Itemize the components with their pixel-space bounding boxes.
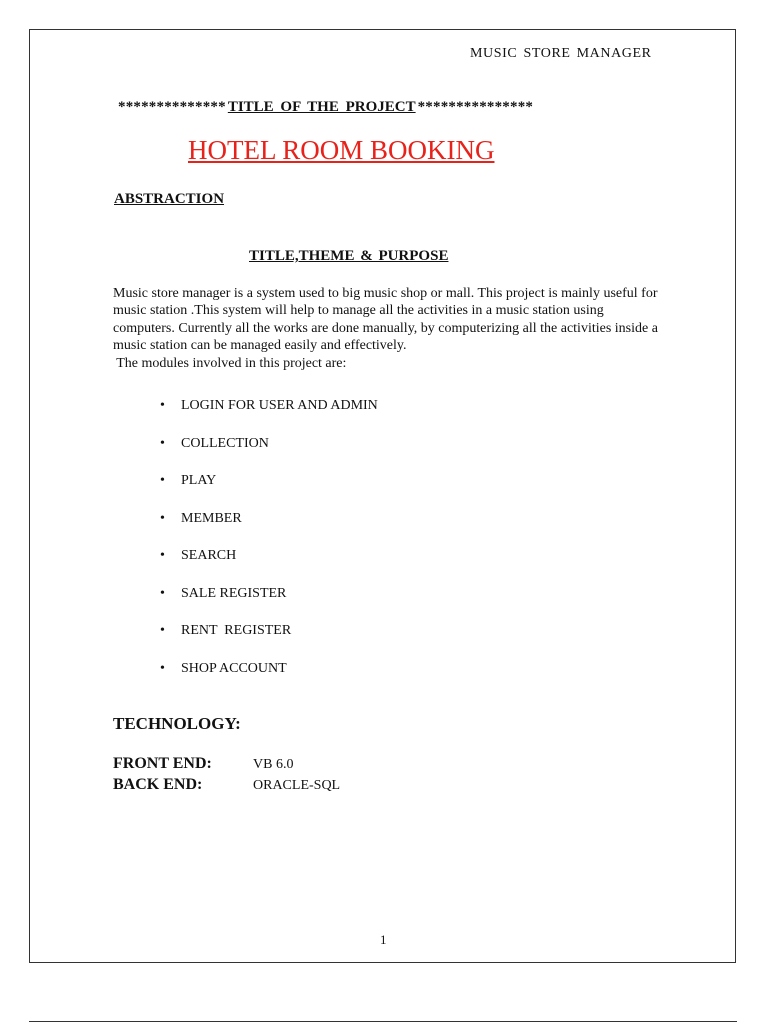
intro-text <box>113 285 658 372</box>
title-theme-purpose-heading: TITLE,THEME & PURPOSE <box>249 248 449 264</box>
page-number: 1 <box>380 932 387 947</box>
module-label: PLAY <box>181 473 217 488</box>
bullet-icon: • <box>160 548 165 563</box>
bullet-icon: • <box>160 585 165 601</box>
module-label: RENT REGISTER <box>181 623 292 638</box>
page-border <box>29 29 736 963</box>
abstraction-heading: ABSTRACTION <box>114 191 225 207</box>
bullet-icon: • <box>160 435 165 451</box>
bullet-icon: • <box>160 473 165 488</box>
front-end-label: FRONT END: <box>113 755 212 772</box>
list-item <box>160 548 378 586</box>
back-end-label: BACK END: <box>113 776 203 793</box>
bullet-icon: • <box>160 660 165 676</box>
running-header: MUSIC STORE MANAGER <box>470 46 652 61</box>
module-list <box>160 398 378 698</box>
bullet-icon: • <box>160 398 165 413</box>
list-item <box>160 511 378 549</box>
technology-heading: TECHNOLOGY: <box>113 714 241 733</box>
front-end-value: VB 6.0 <box>253 757 294 772</box>
module-label: SHOP ACCOUNT <box>181 660 287 676</box>
main-title: HOTEL ROOM BOOKING <box>188 135 495 165</box>
module-label: SEARCH <box>181 548 237 563</box>
intro-paragraph: Music store manager is a system used to big music shop or mall. This project is mainly useful for music station .This system will help to manage all the activities in a music station using computers. Currently all the works are done manually, by computerizing all the activities inside a music station can be managed easily and effectively. <box>113 286 658 354</box>
back-end-value: ORACLE-SQL <box>253 778 341 793</box>
module-label: SALE REGISTER <box>181 585 287 601</box>
module-label: LOGIN FOR USER AND ADMIN <box>181 398 378 413</box>
front-end-row <box>113 755 293 773</box>
module-label: COLLECTION <box>181 435 269 451</box>
list-item <box>160 398 378 436</box>
list-item <box>160 586 378 624</box>
list-item <box>160 623 378 661</box>
list-item <box>160 436 378 474</box>
module-label: MEMBER <box>181 510 242 526</box>
stars-right: *************** <box>417 99 534 115</box>
bullet-icon: • <box>160 623 165 638</box>
stars-left: ************** <box>118 99 226 115</box>
project-title-line <box>118 99 533 116</box>
back-end-row <box>113 776 340 794</box>
list-item <box>160 661 378 699</box>
bullet-icon: • <box>160 510 165 526</box>
next-page-border <box>29 1021 737 1022</box>
project-title-label: TITLE OF THE PROJECT <box>227 99 416 115</box>
modules-intro-line: The modules involved in this project are: <box>113 355 347 371</box>
list-item <box>160 473 378 511</box>
